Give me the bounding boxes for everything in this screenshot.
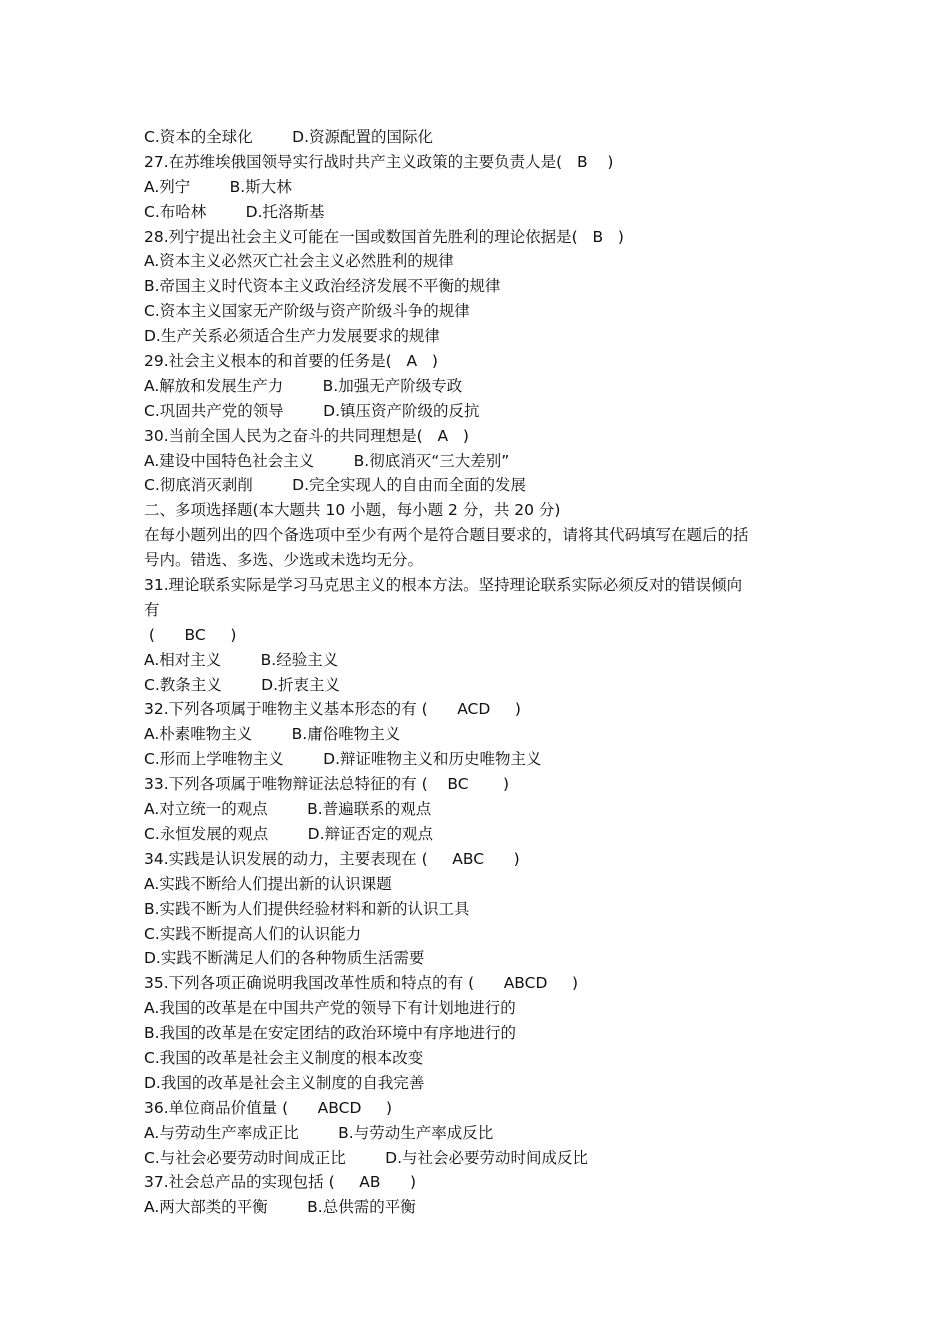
text-line: A.解放和发展生产力 B.加强无产阶级专政 — [144, 376, 463, 395]
text-line: A.实践不断给人们提出新的认识课题 — [144, 874, 392, 893]
text-line: ( BC ) — [144, 625, 237, 644]
text-line: C.形而上学唯物主义 D.辩证唯物主义和历史唯物主义 — [144, 750, 542, 769]
text-line: B.帝国主义时代资本主义政治经济发展不平衡的规律 — [144, 277, 501, 296]
text-line: 35.下列各项正确说明我国改革性质和特点的有 ( ABCD ) — [144, 974, 579, 993]
text-line: A.对立统一的观点 B.普遍联系的观点 — [144, 800, 432, 819]
text-line: C.资本主义国家无产阶级与资产阶级斗争的规律 — [144, 302, 470, 321]
text-line: C.资本的全球化 D.资源配置的国际化 — [144, 128, 434, 146]
text-line: C.布哈林 D.托洛斯基 — [144, 202, 325, 221]
text-line: 30.当前全国人民为之奋斗的共同理想是( A ) — [144, 426, 469, 445]
text-line: 有 — [144, 600, 160, 619]
text-line: B.我国的改革是在安定团结的政治环境中有序地进行的 — [144, 1024, 517, 1043]
text-line: 在每小题列出的四个备选项中至少有两个是符合题目要求的，请将其代码填写在题后的括 — [144, 526, 749, 545]
text-line: 28.列宁提出社会主义可能在一国或数国首先胜利的理论依据是( B ) — [144, 227, 624, 246]
text-line: 34.实践是认识发展的动力，主要表现在 ( ABC ) — [144, 849, 520, 868]
text-line: A.朴素唯物主义 B.庸俗唯物主义 — [144, 725, 401, 744]
text-line: C.教条主义 D.折衷主义 — [144, 675, 341, 694]
text-line: A.两大部类的平衡 B.总供需的平衡 — [144, 1198, 416, 1217]
text-line: 37.社会总产品的实现包括 ( AB ) — [144, 1173, 417, 1192]
text-line: C.实践不断提高人们的认识能力 — [144, 924, 362, 943]
text-line: A.资本主义必然灭亡社会主义必然胜利的规律 — [144, 252, 454, 271]
text-line: C.巩固共产党的领导 D.镇压资产阶级的反抗 — [144, 401, 480, 420]
text-line: 33.下列各项属于唯物辩证法总特征的有 ( BC ) — [144, 775, 510, 794]
text-line: 29.社会主义根本的和首要的任务是( A ) — [144, 352, 438, 371]
text-line: 号内。错选、多选、少选或未选均无分。 — [144, 551, 424, 570]
text-line: A.与劳动生产率成正比 B.与劳动生产率成反比 — [144, 1123, 494, 1142]
text-line: C.我国的改革是社会主义制度的根本改变 — [144, 1048, 424, 1067]
text-line: 36.单位商品价值量 ( ABCD ) — [144, 1098, 393, 1117]
text-line: D.生产关系必须适合生产力发展要求的规律 — [144, 327, 440, 346]
text-line: A.我国的改革是在中国共产党的领导下有计划地进行的 — [144, 999, 516, 1018]
text-line: 31.理论联系实际是学习马克思主义的根本方法。坚持理论联系实际必须反对的错误倾向 — [144, 576, 743, 595]
text-line: C.彻底消灭剥削 D.完全实现人的自由而全面的发展 — [144, 476, 527, 495]
text-line: A.建设中国特色社会主义 B.彻底消灭“三大差别” — [144, 451, 510, 470]
text-line: C.永恒发展的观点 D.辩证否定的观点 — [144, 824, 434, 843]
text-line: A.相对主义 B.经验主义 — [144, 650, 339, 669]
text-line: D.我国的改革是社会主义制度的自我完善 — [144, 1073, 425, 1092]
text-line: D.实践不断满足人们的各种物质生活需要 — [144, 949, 425, 968]
text-line: 32.下列各项属于唯物主义基本形态的有 ( ACD ) — [144, 700, 521, 719]
text-line: 二、多项选择题(本大题共 10 小题，每小题 2 分，共 20 分) — [144, 501, 561, 520]
text-line: A.列宁 B.斯大林 — [144, 177, 292, 196]
text-line: B.实践不断为人们提供经验材料和新的认识工具 — [144, 899, 470, 918]
document-page — [144, 125, 824, 1220]
text-line: 27.在苏维埃俄国领导实行战时共产主义政策的主要负责人是( B ) — [144, 152, 614, 171]
text-line: C.与社会必要劳动时间成正比 D.与社会必要劳动时间成反比 — [144, 1148, 589, 1167]
